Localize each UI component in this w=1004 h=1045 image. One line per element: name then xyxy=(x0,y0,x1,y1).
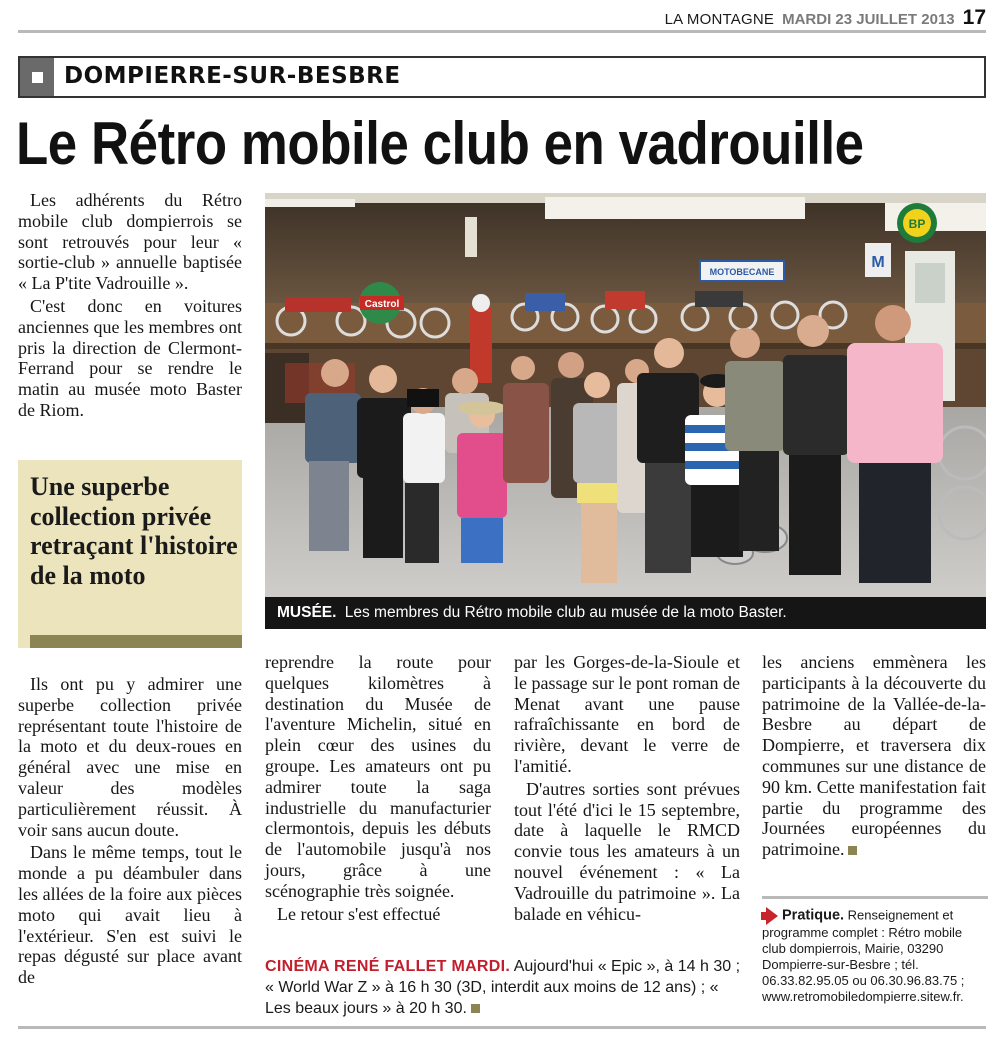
intro-paragraph: C'est donc en voitures anciennes que les membres ont pris la direction de Clermont-Ferrand pour se rendre le matin au musée moto Baster de Riom. xyxy=(18,295,242,420)
intro-paragraph: Les adhérents du Rétro mobile club dompierrois se sont retrouvés pour leur « sortie-club » annuelle baptisée « La P'tite Vadrouille ». xyxy=(18,190,242,294)
location-marker xyxy=(20,58,54,96)
ceiling-light xyxy=(545,197,805,219)
end-mark xyxy=(471,1004,480,1013)
body-column-1 xyxy=(18,674,242,990)
body-paragraph: reprendre la route pour quelques kilomètres à destination du Musée de l'aventure Michelin, situé en plein cœur des usines du groupe. Les amateurs ont pu admirer toute la saga industrielle du manufacturier clermontois, depuis les débuts de l'automobile jusqu'à nos jours, grâce à une scénographie très soignée. xyxy=(265,652,491,901)
museum-group-photo xyxy=(265,193,986,597)
location-banner xyxy=(18,56,986,98)
body-column-3 xyxy=(514,652,740,926)
cinema-text: Aujourd'hui « Epic », à 14 h 30 ; « World War Z » à 16 h 30 (3D, interdit aux moins de 12 ans) ; « Les beaux jours » à 20 h 30. xyxy=(265,958,741,1017)
article-photo xyxy=(265,193,986,629)
caption-label: MUSÉE. xyxy=(277,604,337,621)
masthead xyxy=(665,6,986,30)
pull-quote-bar xyxy=(30,635,242,648)
pratique-text: Renseignement et programme complet : Rétro mobile club dompierrois, Mairie, 03290 Dompierre-sur-Besbre ; tél. 06.33.82.95.05 ou 06.30.96.83.75 ; www.retromobiledompierre.sitew.fr. xyxy=(762,907,965,1004)
caption-text: Les membres du Rétro mobile club au musée de la moto Baster. xyxy=(344,604,787,621)
square-icon xyxy=(32,72,43,83)
location-title: DOMPIERRE-SUR-BESBRE xyxy=(64,63,401,89)
end-mark xyxy=(848,846,857,855)
body-paragraph: Dans le même temps, tout le monde a pu déambuler dans les allées de la foire aux pièces moto qui avait lieu à l'extérieur. S'en est suivi le repas dégusté sur place avant de xyxy=(18,842,242,988)
arrow-icon xyxy=(766,907,778,925)
top-rule xyxy=(18,30,986,33)
body-column-2 xyxy=(265,652,491,926)
cinema-listing xyxy=(265,956,741,1019)
body-paragraph: D'autres sorties sont prévues tout l'été d'ici le 15 septembre, date à laquelle le RMCD convie tous les amateurs à un nouvel événement : « La Vadrouille du patrimoine ». La balade en véhicu- xyxy=(514,778,740,924)
svg-text:BP: BP xyxy=(908,217,926,231)
newspaper-name: LA MONTAGNE xyxy=(664,11,775,28)
page-number: 17 xyxy=(962,6,986,29)
pull-quote xyxy=(18,460,242,648)
svg-text:Castrol: Castrol xyxy=(364,299,400,310)
motobecane-sign xyxy=(700,261,784,281)
cinema-label: CINÉMA RENÉ FALLET MARDI. xyxy=(265,958,511,975)
issue-date: MARDI 23 JUILLET 2013 xyxy=(782,11,955,28)
body-paragraph: Le retour s'est effectué xyxy=(277,903,441,924)
m-sign-letter: M xyxy=(871,254,885,271)
pull-quote-text: Une superbe collection privée retraçant l'histoire de la moto xyxy=(30,472,238,590)
bottom-rule xyxy=(18,1026,986,1029)
closing-text: les anciens emmènera les participants à la découverte du patrimoine de la Vallée-de-la-Besbre au départ de Dompierre, et traversera dix communes sur une distance de 90 km. Cette manifestation fait partie du programme des Journées européennes du patrimoine. xyxy=(762,652,986,860)
photo-caption xyxy=(265,597,986,629)
body-paragraph: Ils ont pu y admirer une superbe collection privée représentant toute l'histoire de la moto et du deux-roues en général avec une mise en valeur des modèles particulièrement réussit. À voir sans aucun doute. xyxy=(18,674,242,840)
body-column-4 xyxy=(762,652,986,862)
body-paragraph: par les Gorges-de-la-Sioule et le passage sur le pont roman de Menat avant une pause rafraîchissante en bord de rivière, devant le verre de l'amitié. xyxy=(514,652,740,776)
svg-text:MOTOBECANE: MOTOBECANE xyxy=(709,267,775,277)
article-headline: Le Rétro mobile club en vadrouille xyxy=(16,110,864,177)
pratique-box xyxy=(762,896,988,1005)
body-paragraph xyxy=(762,652,986,860)
pratique-label: Pratique. xyxy=(782,907,845,924)
intro-column xyxy=(18,190,242,423)
